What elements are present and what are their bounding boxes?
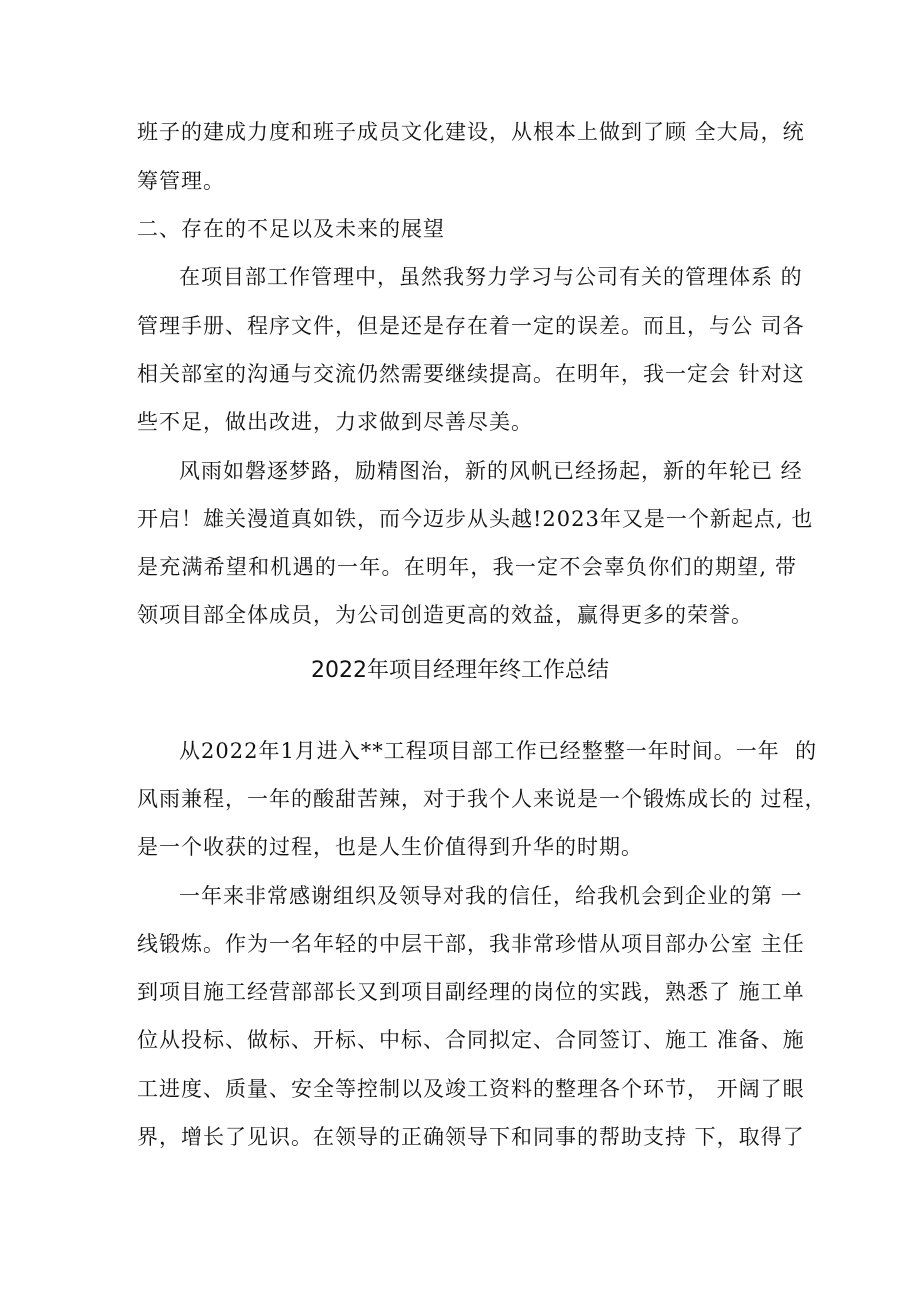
paragraph-line: 位从投标、做标、开标、中标、合同拟定、合同签订、施工 准备、施 [137, 1028, 805, 1052]
paragraph-line: 管理手册、程序文件，但是还是存在着一定的误差。而且，与公 司各 [137, 314, 805, 338]
paragraph-line: 到项目施工经营部部长又到项目副经理的岗位的实践，熟悉了 施工单 [137, 980, 805, 1004]
paragraph-line: 在项目部工作管理中，虽然我努力学习与公司有关的管理体系 的 [179, 265, 803, 289]
paragraph-line: 班子的建成力度和班子成员文化建设，从根本上做到了顾 全大局，统 [137, 120, 805, 144]
paragraph-line: 风雨兼程，一年的酸甜苦辣，对于我个人来说是一个锻炼成长的 过程， [137, 787, 827, 811]
paragraph-line: 是一个收获的过程，也是人生价值得到升华的时期。 [137, 835, 643, 859]
paragraph-line: 些不足，做出改进，力求做到尽善尽美。 [137, 410, 533, 434]
paragraph-line: 界，增长了见识。在领导的正确领导下和同事的帮助支持 下，取得了 [137, 1125, 805, 1149]
paragraph-line: 线锻炼。作为一名年轻的中层干部，我非常珍惜从项目部办公室 主任 [137, 932, 805, 956]
paragraph-line: 领项目部全体成员，为公司创造更高的效益，赢得更多的荣誉。 [137, 603, 753, 627]
section-heading: 二、存在的不足以及未来的展望 [137, 217, 445, 241]
document-title: 2022年项目经理年终工作总结 [311, 658, 609, 683]
paragraph-line: 筹管理。 [137, 169, 225, 193]
paragraph-line: 风雨如磐逐梦路，励精图治，新的风帆已经扬起，新的年轮已 经 [179, 459, 803, 483]
paragraph-line: 是充满希望和机遇的一年。在明年，我一定不会辜负你们的期望, 带 [137, 555, 797, 579]
paragraph-line: 工进度、质量、安全等控制以及竣工资料的整理各个环节， 开阔了眼 [137, 1077, 805, 1101]
paragraph-line: 开启！雄关漫道真如铁，而今迈步从头越!2023年又是一个新起点, 也 [137, 507, 814, 531]
paragraph-line: 从2022年1月进入**工程项目部工作已经整整一年时间。一年 的 [179, 739, 818, 763]
paragraph-line: 相关部室的沟通与交流仍然需要继续提高。在明年，我一定会 针对这 [137, 362, 805, 386]
paragraph-line: 一年来非常感谢组织及领导对我的信任，给我机会到企业的第 一 [179, 884, 803, 908]
